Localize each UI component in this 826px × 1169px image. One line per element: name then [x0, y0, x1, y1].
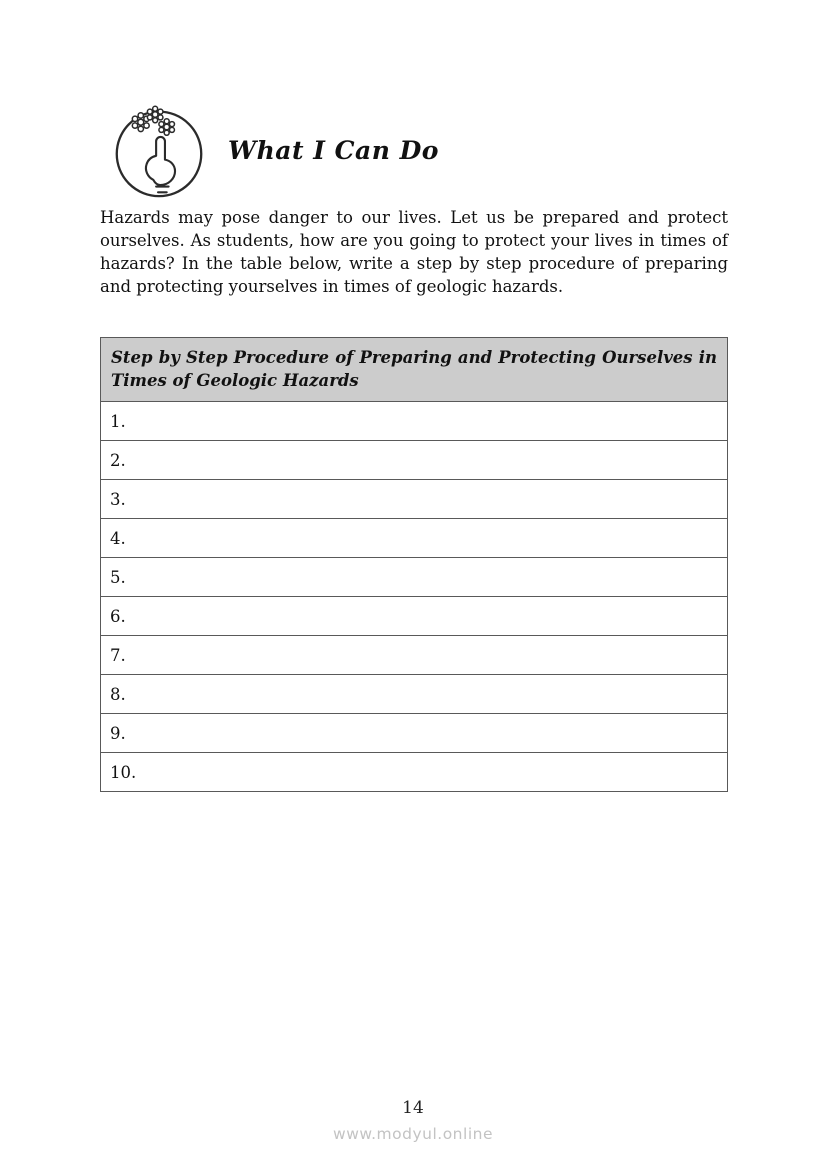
table-row	[101, 675, 728, 714]
table-header-row	[101, 338, 728, 402]
page-number: 14	[402, 1098, 424, 1118]
table-row-number: 7.	[101, 636, 728, 675]
table-header: Step by Step Procedure of Preparing and Protecting Ourselves in Times of Geologic Hazards	[101, 338, 728, 402]
table-row	[101, 597, 728, 636]
pointing-hand-icon	[146, 137, 175, 192]
table-row-number: 1.	[101, 402, 728, 441]
table-row-number: 6.	[101, 597, 728, 636]
table-row	[101, 714, 728, 753]
table-row-number: 4.	[101, 519, 728, 558]
section-heading: What I Can Do	[228, 136, 439, 165]
gear-flowers-icon	[132, 106, 174, 135]
hand-pointing-with-gears-icon	[111, 102, 207, 200]
table-row	[101, 441, 728, 480]
table-row-number: 8.	[101, 675, 728, 714]
table-row	[101, 402, 728, 441]
procedure-table	[100, 337, 728, 792]
table-row	[101, 753, 728, 792]
table-row-number: 3.	[101, 480, 728, 519]
table-row	[101, 519, 728, 558]
procedure-table-container	[100, 337, 728, 792]
table-row	[101, 480, 728, 519]
instructions-paragraph: Hazards may pose danger to our lives. Let us be prepared and protect ourselves. As students, how are you going to protect your lives in times of hazards? In the table below, write a step by step procedure of preparing and protecting yourselves in times of geologic hazards.	[100, 208, 728, 296]
watermark: www.modyul.online	[333, 1125, 493, 1143]
table-row-number: 9.	[101, 714, 728, 753]
table-row	[101, 558, 728, 597]
hand-pointing-with-gears-icon	[111, 102, 207, 200]
table-row-number: 10.	[101, 753, 728, 792]
table-row-number: 2.	[101, 441, 728, 480]
table-row-number: 5.	[101, 558, 728, 597]
table-row	[101, 636, 728, 675]
